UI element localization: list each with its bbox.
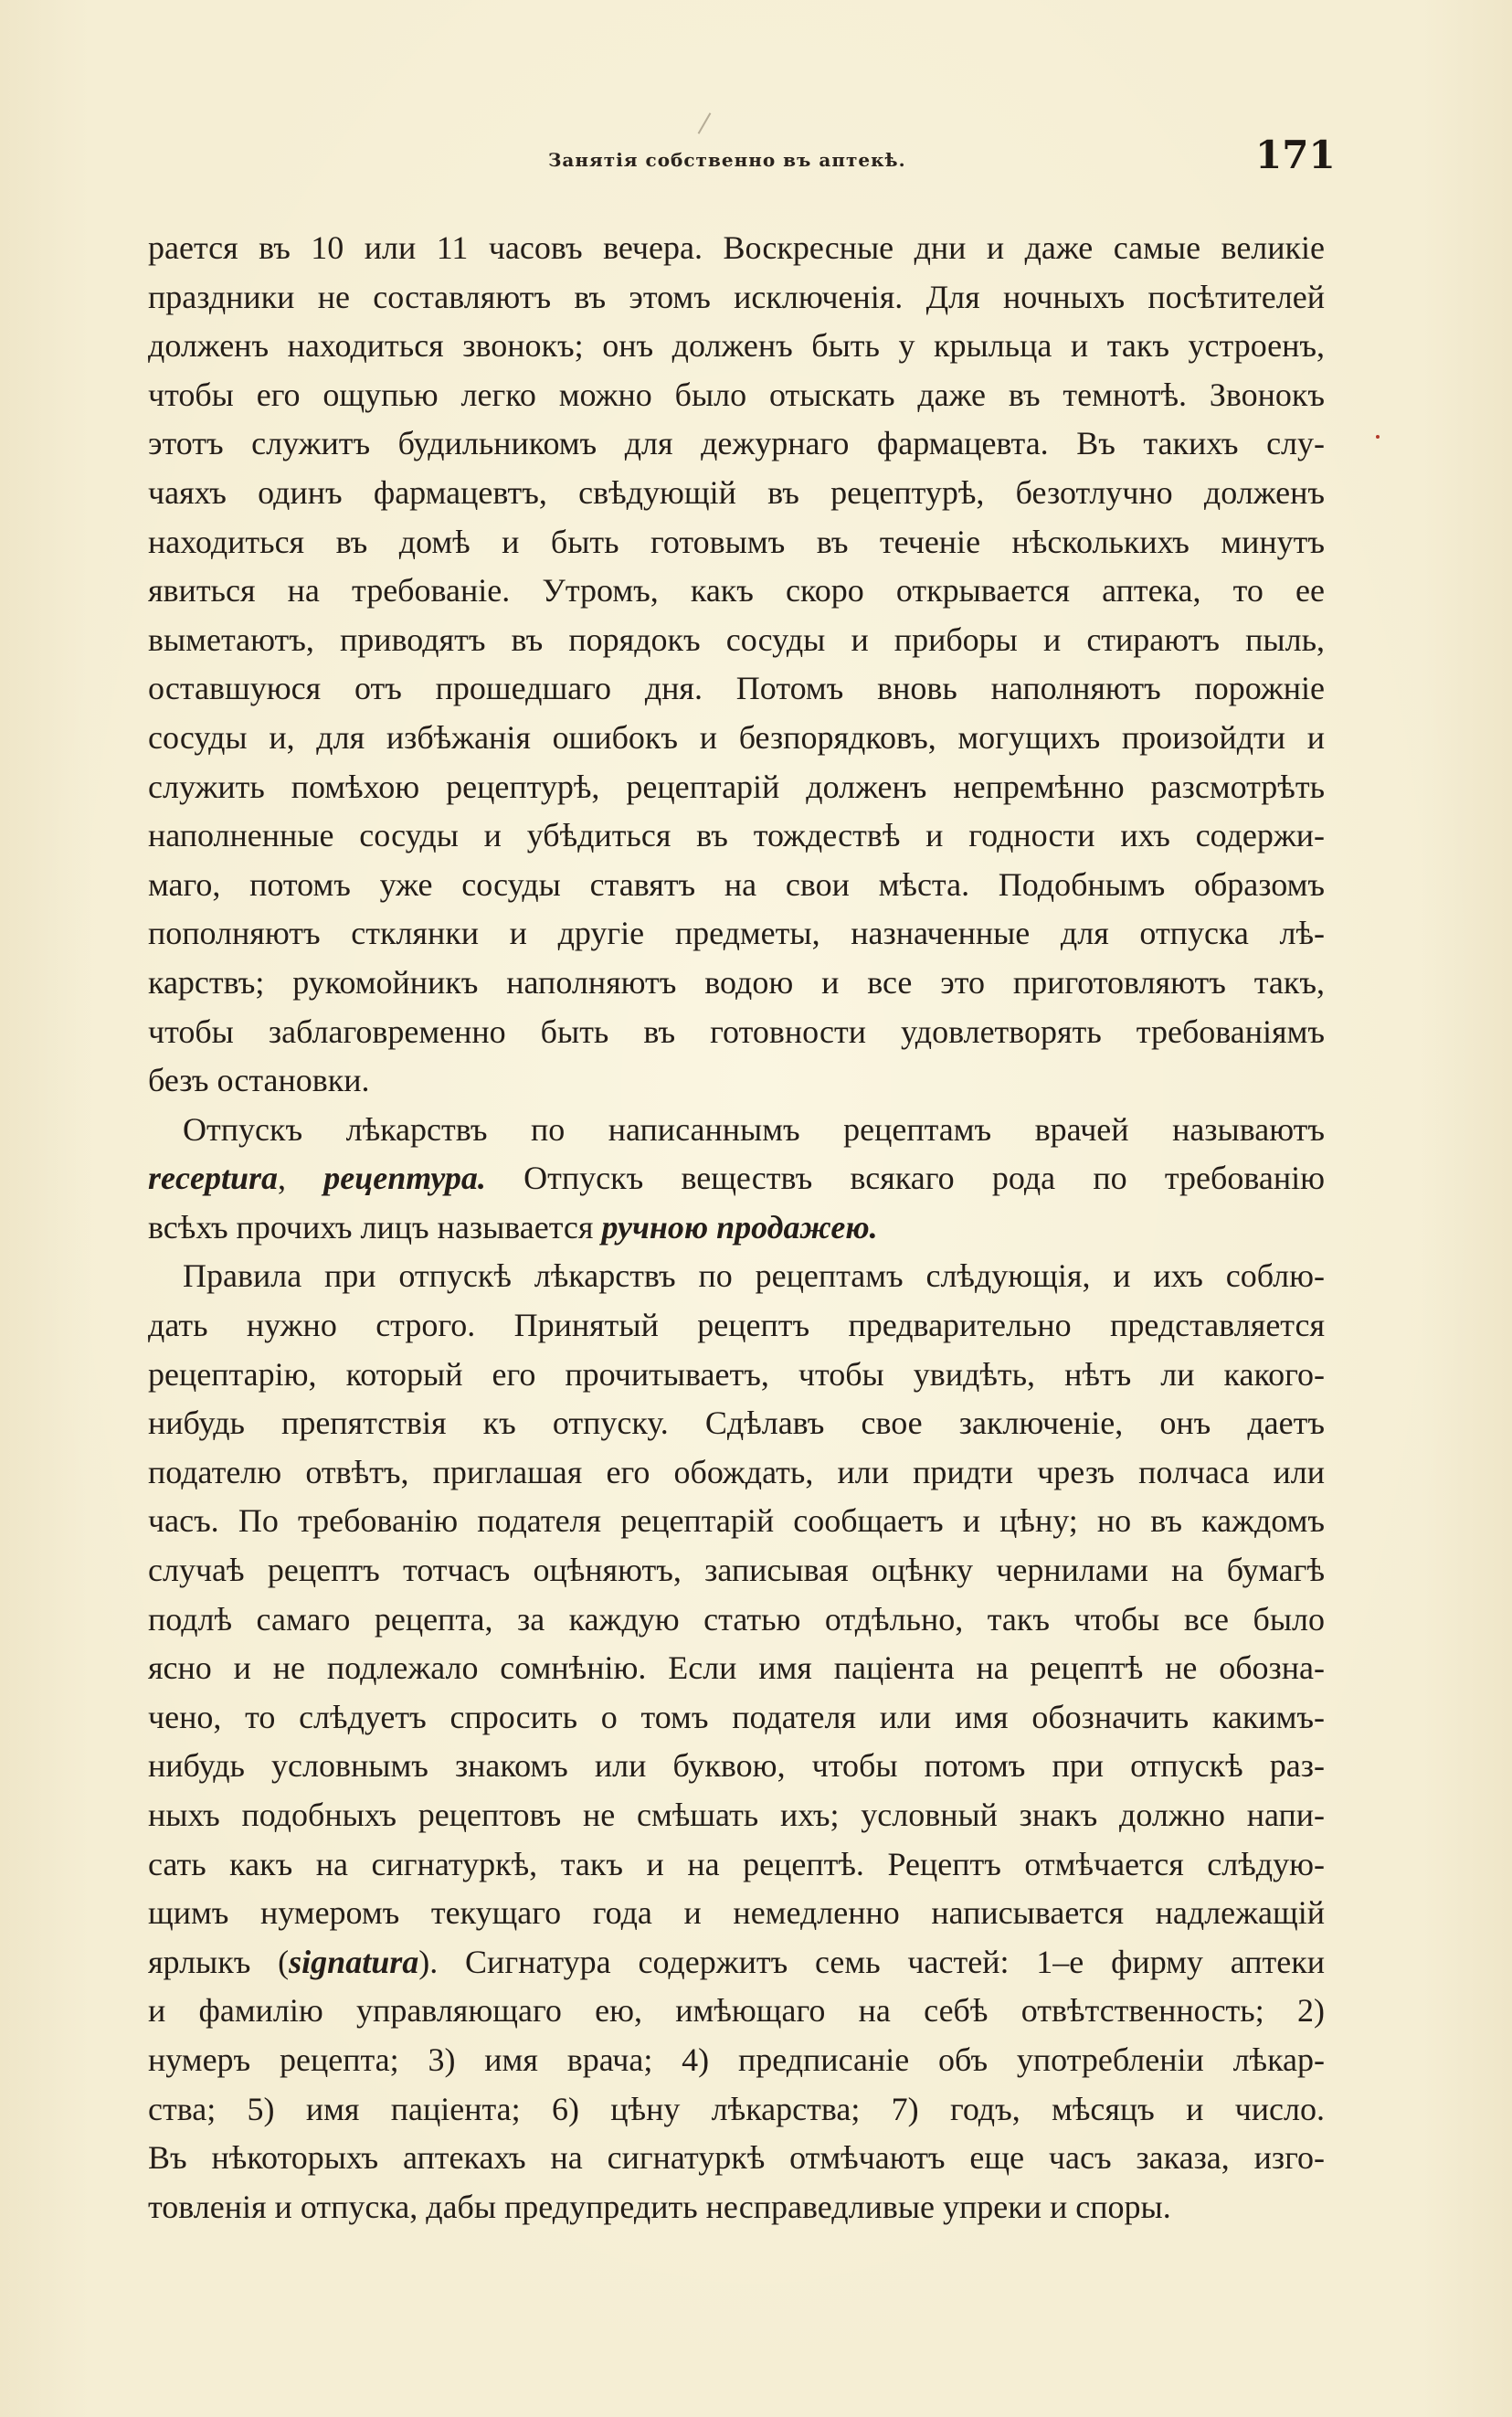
text-line: нумеръ рецепта; 3) имя врача; 4) предписаніе объ употребленіи лѣкар- (148, 2041, 1325, 2078)
latin-term: receptura (148, 1160, 278, 1197)
text-line: чтобы заблаговременно быть въ готовности удовлетворять требованіямъ (148, 1012, 1325, 1050)
text-line: праздники не составляютъ въ этомъ исключенія. Для ночныхъ посѣтителей (148, 278, 1325, 315)
text-line: наполненные сосуды и убѣдиться въ тождествѣ и годности ихъ содержи- (148, 817, 1325, 854)
text-line: товленія и отпуска, дабы предупредить несправедливые упреки и споры. (148, 2188, 1171, 2225)
text-line: маго, потомъ уже сосуды ставятъ на свои мѣста. Подобнымъ образомъ (148, 865, 1325, 903)
text-line: чаяхъ одинъ фармацевтъ, свѣдующій въ рецептурѣ, безотлучно долженъ (148, 473, 1325, 511)
russian-term: рецептура. (323, 1160, 486, 1197)
text-line: ныхъ подобныхъ рецептовъ не смѣшать ихъ; условный знакъ должно напи- (148, 1797, 1325, 1833)
text-fragment: ярлыкъ ( (148, 1943, 290, 1980)
ink-stroke-mark (698, 112, 712, 134)
text-line: ства; 5) имя паціента; 6) цѣну лѣкарства; 7) годъ, мѣсяцъ и число. (148, 2090, 1325, 2127)
text-line (148, 1154, 1325, 1203)
text-line: нибудь условнымъ знакомъ или буквою, чтобы потомъ при отпускѣ раз- (148, 1747, 1325, 1785)
text-line: рецептарію, который его прочитываетъ, чтобы увидѣть, нѣтъ ли какого- (148, 1355, 1325, 1393)
text-fragment: ). Сигнатура содержитъ семь частей: 1–е фирму аптеки (418, 1943, 1325, 1980)
text-line: случаѣ рецептъ тотчасъ оцѣняютъ, записывая оцѣнку чернилами на бумагѣ (148, 1552, 1325, 1589)
text-line: оставшуюся отъ прошедшаго дня. Потомъ вновь наполняютъ порожніе (148, 670, 1325, 707)
text-line: Въ нѣкоторыхъ аптекахъ на сигнатуркѣ отмѣчаютъ еще часъ заказа, изго- (148, 2139, 1325, 2177)
text-line: часъ. По требованію подателя рецептарій сообщаетъ и цѣну; но въ каждомъ (148, 1502, 1325, 1540)
page-number: 171 (1255, 133, 1336, 177)
text-line: безъ остановки. (148, 1062, 370, 1099)
text-line: нибудь препятствія къ отпуску. Сдѣлавъ свое заключеніе, онъ даетъ (148, 1405, 1325, 1442)
text-line: пополняютъ стклянки и другіе предметы, назначенные для отпуска лѣ- (148, 915, 1325, 952)
text-line (148, 1203, 1325, 1253)
text-line: сосуды и, для избѣжанія ошибокъ и безпорядковъ, могущихъ произойдти и (148, 718, 1325, 756)
text-line: выметаютъ, приводятъ въ порядокъ сосуды и приборы и стираютъ пыль, (148, 620, 1325, 658)
text-line: подлѣ самаго рецепта, за каждую статью отдѣльно, такъ чтобы все было (148, 1600, 1325, 1638)
body-text (148, 224, 1325, 2231)
text-line: сать какъ на сигнатуркѣ, такъ и на рецептѣ. Рецептъ отмѣчается слѣдую- (148, 1845, 1325, 1882)
text-fragment: Отпускъ веществъ всякаго рода по требованію (485, 1160, 1326, 1197)
latin-term: signatura (289, 1943, 419, 1980)
text-line: долженъ находиться звонокъ; онъ долженъ быть у крыльца и такъ устроенъ, (148, 327, 1325, 365)
text-line: подателю отвѣтъ, приглашая его обождать, или придти чрезъ полчаса или (148, 1453, 1325, 1490)
text-line: дать нужно строго. Принятый рецептъ предварительно представляется (148, 1307, 1325, 1344)
text-line: чено, то слѣдуетъ спросить о томъ подателя или имя обозначить какимъ- (148, 1698, 1325, 1735)
text-line: рается въ 10 или 11 часовъ вечера. Воскресные дни и даже самые великіе (148, 229, 1325, 266)
text-line: чтобы его ощупью легко можно было отыскать даже въ темнотѣ. Звонокъ (148, 376, 1325, 413)
text-line: карствъ; рукомойникъ наполняютъ водою и все это приготовляютъ такъ, (148, 963, 1325, 1001)
running-head: Занятія собственно въ аптекѣ. (548, 149, 906, 171)
text-line: находиться въ домѣ и быть готовымъ въ теченіе нѣсколькихъ минутъ (148, 523, 1325, 560)
text-line: явиться на требованіе. Утромъ, какъ скоро открывается аптека, то ее (148, 572, 1325, 610)
text-line: ясно и не подлежало сомнѣнію. Если имя паціента на рецептѣ не обозна- (148, 1649, 1325, 1687)
text-line: Отпускъ лѣкарствъ по написаннымъ рецептамъ врачей называютъ (183, 1110, 1325, 1148)
text-line: и фамилію управляющаго ею, имѣющаго на себѣ отвѣтственность; 2) (148, 1992, 1325, 2030)
text-fragment: всѣхъ прочихъ лицъ называется (148, 1208, 602, 1246)
text-line: этотъ служитъ будильникомъ для дежурнаго фармацевта. Въ такихъ слу- (148, 425, 1325, 462)
text-line: щимъ нумеромъ текущаго года и немедленно написывается надлежащій (148, 1894, 1325, 1932)
text-line (148, 1938, 1325, 1988)
text-line: служить помѣхою рецептурѣ, рецептарій долженъ непремѣнно разсмотрѣть (148, 768, 1325, 805)
separator: , (277, 1160, 324, 1197)
italic-term: ручною продажею. (601, 1208, 878, 1246)
text-line: Правила при отпускѣ лѣкарствъ по рецептамъ слѣдующія, и ихъ соблю- (183, 1257, 1325, 1295)
red-speck (1376, 435, 1380, 439)
